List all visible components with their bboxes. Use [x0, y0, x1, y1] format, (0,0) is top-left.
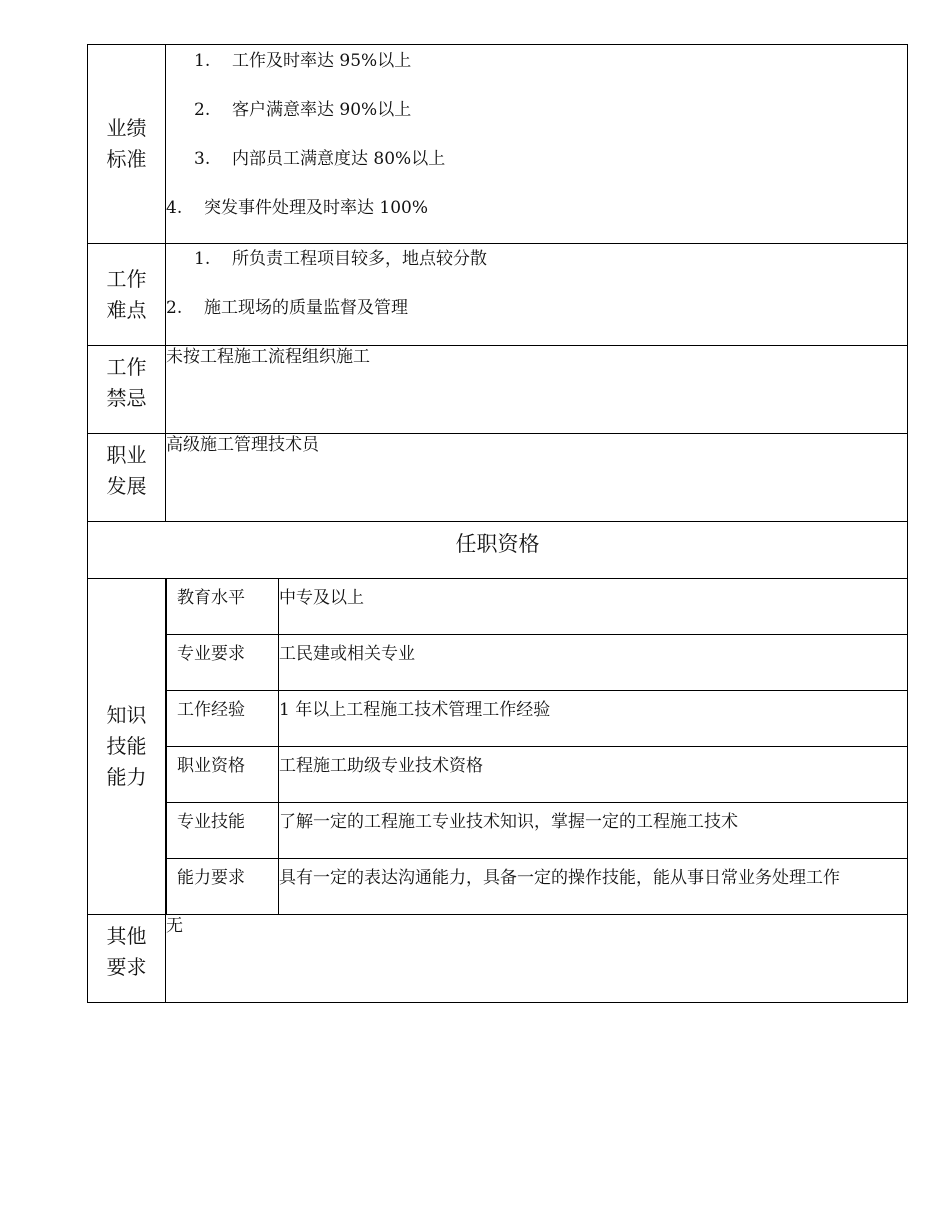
performance-row [88, 45, 908, 244]
item-text: 工作及时率达 95%以上 [232, 51, 412, 71]
career-row [88, 434, 908, 522]
item-text: 所负责工程项目较多，地点较分散 [232, 249, 487, 269]
difficulty-content [166, 244, 908, 346]
table-row [167, 803, 908, 859]
career-label-line2: 发展 [106, 474, 147, 498]
major-value: 工民建或相关专业 [279, 635, 908, 691]
performance-label-line1: 业绩 [106, 116, 147, 140]
taboo-label-line1: 工作 [106, 355, 147, 379]
certification-key: 职业资格 [167, 747, 279, 803]
table-row [167, 579, 908, 635]
taboo-label-line2: 禁忌 [106, 386, 147, 410]
difficulty-row [88, 244, 908, 346]
item-number: 2. [166, 298, 183, 318]
table-row [167, 691, 908, 747]
education-key: 教育水平 [167, 579, 279, 635]
performance-item-4 [166, 197, 428, 219]
table-row [167, 747, 908, 803]
knowledge-label [88, 579, 166, 915]
table-row [167, 635, 908, 691]
skills-key: 专业技能 [167, 803, 279, 859]
experience-key: 工作经验 [167, 691, 279, 747]
item-number: 1. [194, 51, 211, 71]
knowledge-content [166, 579, 908, 915]
table-row [167, 859, 908, 915]
other-label-line1: 其他 [106, 924, 147, 948]
experience-value: 1 年以上工程施工技术管理工作经验 [279, 691, 908, 747]
career-label-line1: 职业 [106, 443, 147, 467]
main-table [87, 44, 908, 1003]
ability-value: 具有一定的表达沟通能力，具备一定的操作技能，能从事日常业务处理工作 [279, 859, 908, 915]
knowledge-table [166, 579, 907, 914]
item-number: 4. [166, 198, 183, 218]
knowledge-label-line1: 知识 [106, 703, 147, 727]
item-text: 内部员工满意度达 80%以上 [232, 149, 446, 169]
item-text: 突发事件处理及时率达 100% [204, 198, 429, 218]
item-text: 施工现场的质量监督及管理 [204, 298, 408, 318]
taboo-label [88, 346, 166, 434]
difficulty-label [88, 244, 166, 346]
performance-item-1 [194, 50, 411, 72]
performance-item-3 [194, 148, 445, 170]
qualification-title-row [88, 522, 908, 579]
knowledge-row [88, 579, 908, 915]
other-row [88, 915, 908, 1003]
skills-value: 了解一定的工程施工专业技术知识，掌握一定的工程施工技术 [279, 803, 908, 859]
certification-value: 工程施工助级专业技术资格 [279, 747, 908, 803]
education-value: 中专及以上 [279, 579, 908, 635]
performance-label [88, 45, 166, 244]
item-text: 客户满意率达 90%以上 [232, 100, 412, 120]
ability-key: 能力要求 [167, 859, 279, 915]
other-label [88, 915, 166, 1003]
difficulty-label-line2: 难点 [106, 297, 147, 322]
performance-item-2 [194, 99, 411, 121]
other-content: 无 [166, 915, 908, 1003]
difficulty-item-1 [194, 248, 487, 270]
difficulty-label-line1: 工作 [106, 266, 147, 291]
qualification-title: 任职资格 [88, 522, 908, 579]
knowledge-label-line2: 技能 [106, 734, 147, 758]
taboo-content: 未按工程施工流程组织施工 [166, 346, 908, 434]
other-label-line2: 要求 [106, 955, 147, 979]
career-content: 高级施工管理技术员 [166, 434, 908, 522]
difficulty-item-2 [166, 297, 408, 319]
knowledge-label-line3: 能力 [106, 765, 147, 789]
performance-label-line2: 标准 [106, 147, 147, 171]
item-number: 3. [194, 149, 211, 169]
career-label [88, 434, 166, 522]
item-number: 1. [194, 249, 211, 269]
job-description-table [87, 44, 907, 1003]
taboo-row [88, 346, 908, 434]
performance-content [166, 45, 908, 244]
major-key: 专业要求 [167, 635, 279, 691]
item-number: 2. [194, 100, 211, 120]
